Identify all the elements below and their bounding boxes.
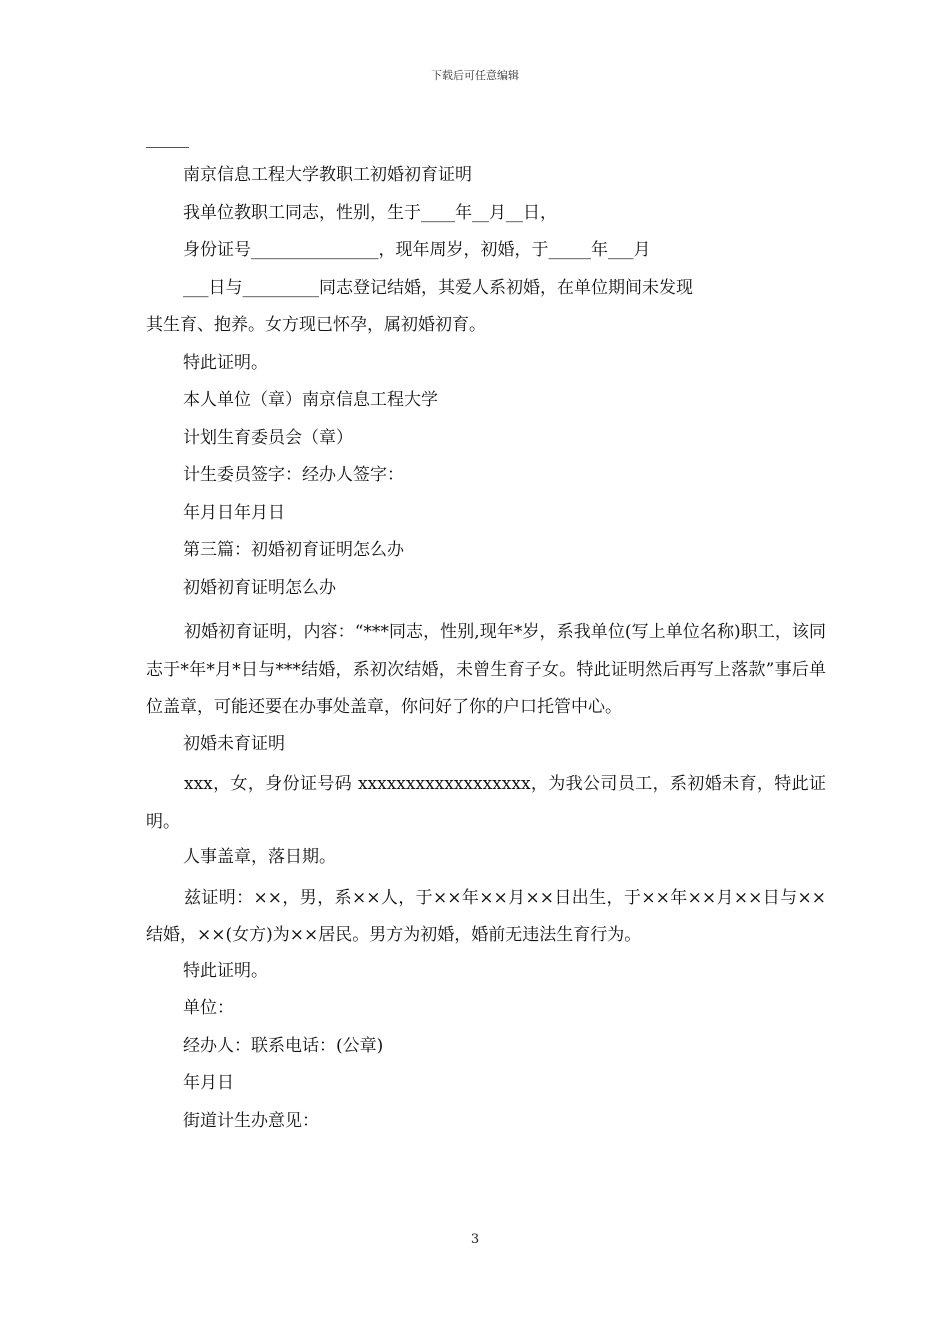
paragraph: 初婚初育证明，内容：“***同志，性别,现年*岁，系我单位(写上单位名称)职工，该同志于*年*月*日与***结婚，系初次结婚，未曾生育子女。特此证明然后再写上落款”事后单位盖章，可能还要在办事处盖章，你问好了你的户口托管中心。 <box>146 622 826 717</box>
doc-title: 南京信息工程大学教职工初婚初育证明 <box>183 165 472 185</box>
text-line: 单位： <box>183 998 234 1018</box>
text-line: 身份证号_______________，现年周岁，初婚，于_____年___月 <box>183 240 651 260</box>
page-header: 下载后可任意编辑 <box>431 69 519 82</box>
text-line: 计生委员签字：经办人签字： <box>183 465 404 485</box>
text-line: 年月日年月日 <box>183 502 285 523</box>
text-line: ___日与_________同志登记结婚，其爱人系初婚，在单位期间未发现 <box>183 277 693 298</box>
subheading: 初婚初育证明怎么办 <box>183 577 336 598</box>
page-number: 3 <box>470 1232 480 1247</box>
text-line: 特此证明。 <box>183 960 268 981</box>
text-line: 经办人：联系电话：(公章) <box>183 1035 384 1056</box>
header-rule <box>146 147 189 148</box>
text-line: 街道计生办意见： <box>183 1110 319 1131</box>
text-line: 特此证明。 <box>183 352 268 373</box>
text-line: 人事盖章，落日期。 <box>183 847 336 867</box>
paragraph: xxx，女，身份证号码 xxxxxxxxxxxxxxxxxx，为我公司员工，系初婚未育，特此证明。 <box>146 774 826 832</box>
document-body <box>146 160 826 1143</box>
text-line: 年月日 <box>183 1073 234 1093</box>
subheading: 初婚未育证明 <box>183 733 285 754</box>
text-line: 计划生育委员会（章） <box>183 427 353 448</box>
paragraph: 兹证明：××，男，系××人，于××年××月××日出生，于××年××月××日与××结婚，××(女方)为××居民。男方为初婚，婚前无违法生育行为。 <box>146 887 826 945</box>
text-line: 我单位教职工同志，性别，生于____年__月__日， <box>183 202 557 223</box>
text-line: 本人单位（章）南京信息工程大学 <box>183 390 438 410</box>
text-line: 其生育、抱养。女方现已怀孕，属初婚初育。 <box>146 315 486 335</box>
section-heading: 第三篇：初婚初育证明怎么办 <box>183 540 404 560</box>
